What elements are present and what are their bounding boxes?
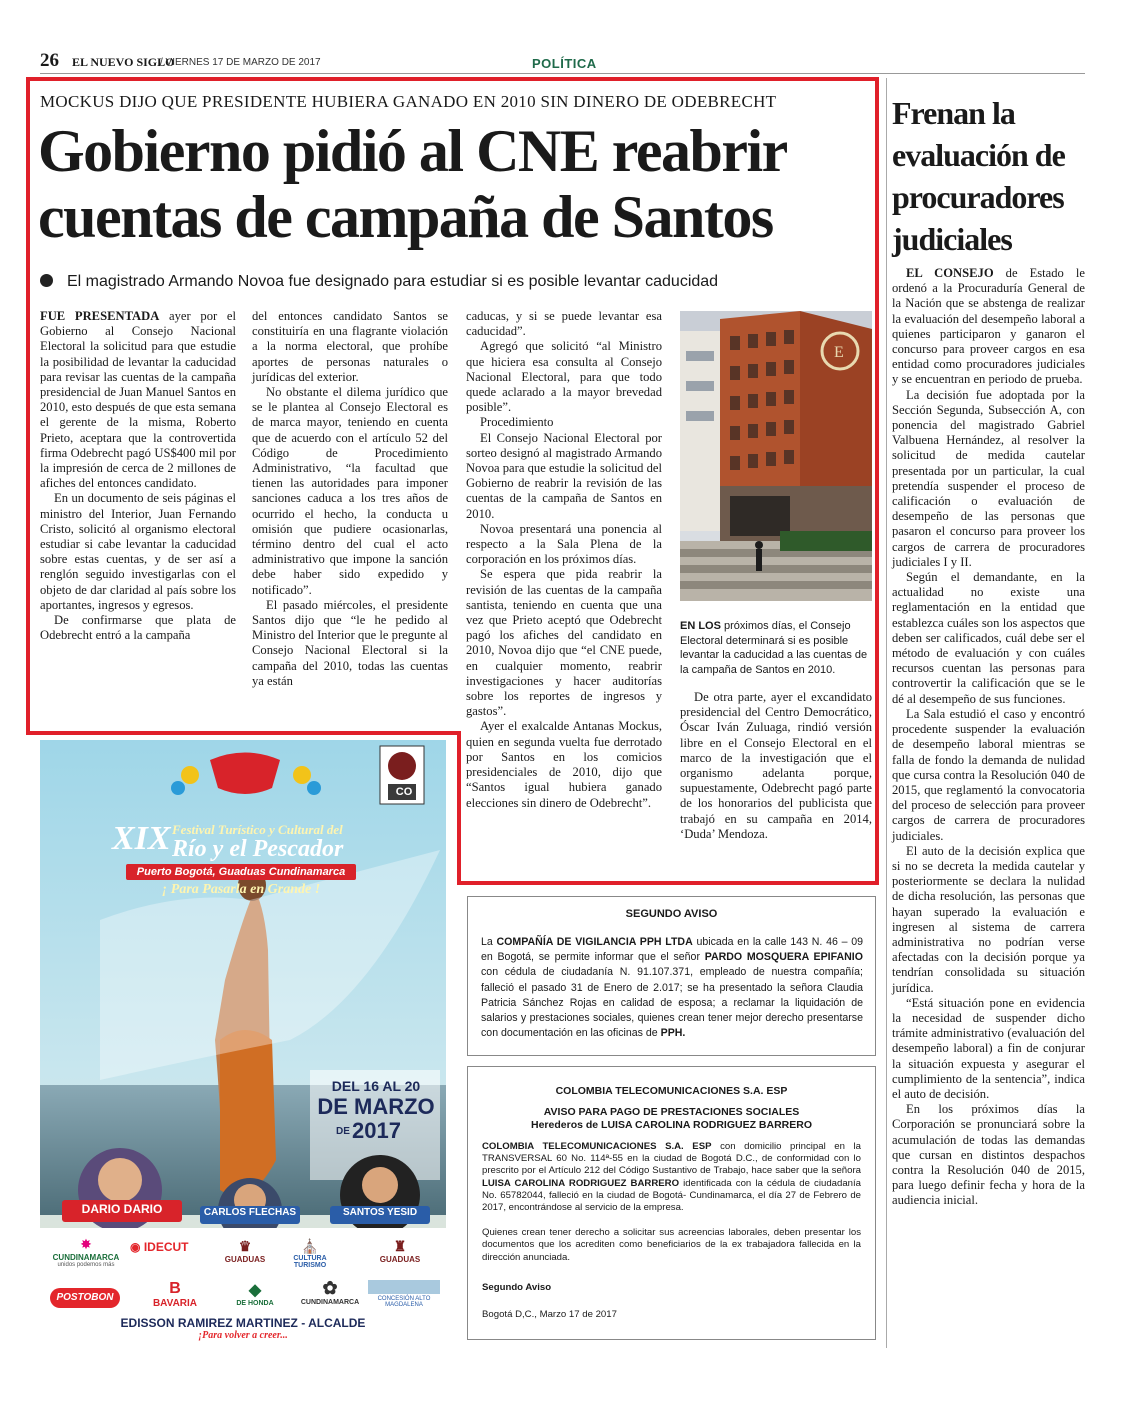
- notice-text: identificada con la cédula de ciudadanía No. 65782044, falleció en la ciudad de Bogotá- Cundinamarca, el día 27 de Febrero de 2017, encontrándose al servicio de la empresa.: [482, 1177, 861, 1214]
- paragraph-text: de Estado le ordenó a la Procuraduría General de la Nación que se abstenga de realizar la evaluación del desempeño laboral a quienes participaron y ganaron el concurso para proveer cargos en esa entidad como procuradores judiciales y se encuentran en periodo de prueba.: [892, 266, 1085, 387]
- honda-logo: [220, 1280, 290, 1307]
- logo-text: BAVARIA: [152, 1298, 198, 1309]
- paragraph: del entonces candidato Santos se constituiría en una flagrante violación a la norma electoral, que prohíbe aportes de personas naturales o jurídicas del exterior.: [252, 309, 448, 384]
- logo-text: CUNDINAMARCA: [300, 1299, 360, 1306]
- lead-caps: EL CONSEJO: [906, 266, 994, 280]
- notice-person: LUISA CAROLINA RODRIGUEZ BARRERO: [482, 1177, 680, 1189]
- header-rule: [40, 73, 1085, 74]
- issue-date: / VIERNES 17 DE MARZO DE 2017: [160, 57, 321, 68]
- notice-label: Segundo Aviso: [482, 1281, 552, 1293]
- frame-top: [26, 77, 878, 81]
- article-column-3: [466, 309, 662, 811]
- side-article-body: [892, 266, 1085, 1209]
- building-image: [680, 311, 872, 601]
- seal-icon: ✿: [322, 1278, 338, 1298]
- notice-body: [482, 1141, 861, 1214]
- landscape-icon: [368, 1280, 440, 1294]
- paragraph: En un documento de seis páginas el ministro del Interior, Juan Fernando Cristo, solicitó al organismo electoral estudiar si cabe levantar la caducidad sobre estas cuentas, y de ser así a renglón seguido investigarlas con el objeto de dar claridad al país sobre los aportantes, ingresos y egresos.: [40, 491, 236, 612]
- subheading: Procedimiento: [480, 415, 554, 430]
- guaduas-logo: [215, 1238, 275, 1264]
- notice-body-2: Quienes crean tener derecho a solicitar sus acreencias laborales, deben presentar los documentos que los acrediten como beneficiarios de la ex trabajadora fallecida en la dirección anunciada.: [482, 1227, 861, 1263]
- paragraph-text: ayer por el Gobierno al Consejo Nacional Electoral la solicitud para que estudie la posibilidad de levantar la caducidad para revisar las cuentas de la campaña presidencial de Juan Manuel Santos en 2010, esto después de que esta semana el gerente de la misma, Roberto Prieto, aceptara que la controvertida firma Odebrecht pagó US$400 mil por la impresión de cerca de 2 millones de afiches del entonces candidato.: [40, 309, 236, 491]
- logo-text: CUNDINAMARCA: [52, 1253, 120, 1262]
- concesion-logo: [368, 1280, 440, 1308]
- badge-label: CO: [395, 786, 413, 798]
- diamond-icon: ◆: [248, 1282, 262, 1299]
- article-kicker: MOCKUS DIJO QUE PRESIDENTE HUBIERA GANADO EN 2010 SIN DINERO DE ODEBRECHT: [40, 92, 777, 111]
- notice-person: PARDO MOSQUERA EPIFANIO: [704, 951, 863, 964]
- logo-text: GUADUAS: [224, 1255, 266, 1264]
- bullet-icon: [40, 274, 53, 287]
- newspaper-name: EL NUEVO SIGLO: [72, 55, 175, 69]
- article-column-4: [680, 690, 872, 842]
- article-lead: [40, 273, 880, 291]
- article-column-1: [40, 309, 236, 643]
- notice-company: COLOMBIA TELECOMUNICACIONES S.A. ESP: [482, 1141, 712, 1152]
- frame-mid: [26, 731, 460, 735]
- paragraph: El pasado miércoles, el presidente Santos dijo que “le he pedido al Ministro del Interior que le pregunte al Consejo Nacional Electoral si la campaña del 2010, todas las cuentas ya están: [252, 597, 448, 688]
- lead-caps: FUE PRESENTADA: [40, 309, 160, 323]
- paragraph: Ayer el exalcalde Antanas Mockus, quien en segunda vuelta fue derrotado por Santos en los comicios presidenciales de 2010, dijo que “Santos igual hubiera ganado elecciones sin dinero de Odebrecht”.: [466, 719, 662, 810]
- artist-name: DARIO DARIO: [81, 1202, 163, 1216]
- caption-text: próximos días, el Consejo Electoral determinará si es posible levantar la caducidad a las cuentas de la campaña de Santos en 2010.: [680, 620, 868, 676]
- postobon-logo: POSTOBON: [50, 1288, 120, 1308]
- paragraph: El Consejo Nacional Electoral por sorteo designó al magistrado Armando Novoa para que estudie la solicitud del Gobierno de reabrir la revisión de las cuentas de la campaña de Santos en 2010.: [466, 430, 662, 521]
- legal-notice-telecom: [467, 1066, 876, 1340]
- cundinamarca-logo: [46, 1236, 126, 1268]
- logo-text: CULTURA TURISMO: [293, 1255, 327, 1269]
- column-rule: [886, 78, 887, 1348]
- festival-roman: XIX: [112, 820, 171, 857]
- article-column-2: [252, 309, 448, 689]
- festival-place: Puerto Bogotá, Guaduas Cundinamarca: [126, 864, 356, 880]
- article-headline: Gobierno pidió al CNE reabrir cuentas de campaña de Santos: [38, 118, 786, 250]
- paragraph: En los próximos días la Corporación se pronunciará sobre la acumulación de todas las demandas que cursan en distintos despachos contra la Resolución 040 de 2015, para luego definir fecha y hora de la audiencia inicial.: [892, 1102, 1085, 1208]
- paragraph: Novoa presentará una ponencia al respecto a la Sala Plena de la corporación en los próximos días.: [466, 521, 662, 567]
- logo-text: GUADUAS: [379, 1255, 421, 1264]
- frame-step: [457, 731, 461, 885]
- notice-title: AVISO PARA PAGO DE PRESTACIONES SOCIALES: [543, 1106, 800, 1118]
- paragraph: [892, 266, 1085, 388]
- bavaria-logo: [140, 1280, 210, 1309]
- svg-text:E: E: [834, 344, 844, 361]
- shield-icon: ♜: [393, 1238, 407, 1254]
- notice-company-title: COLOMBIA TELECOMUNICACIONES S.A. ESP: [555, 1085, 788, 1097]
- building-icon: ⛪: [301, 1238, 319, 1254]
- paragraph: caducas, y si se puede levantar esa caducidad”.: [466, 309, 662, 339]
- notice-text: ubicada en la calle 143 N. 46 – 09 en Bogotá, se permite informar que el señor: [481, 936, 863, 964]
- festival-dates-line2: DE MARZO: [317, 1094, 435, 1119]
- notice-text: con domicilio principal en la TRANSVERSAL 60 No. 114ª-55 en la ciudad de Bogotá D.C., de conformidad con lo prescrito por el Artículo 212 del Código Sustantivo de Trabajo, hace saber que la señora: [482, 1141, 861, 1177]
- paragraph: De otra parte, ayer el excandidato presidencial del Centro Democrático, Óscar Iván Zuluaga, rindió versión libre en el Consejo Electoral en el marco de la investigación que el organismo adelanta porque, supuestamente, Odebrecht pagó parte de los honorarios del publicista que trabajó en su campaña en 2014, ‘Duda’ Mendoza.: [680, 690, 872, 841]
- paragraph: No obstante el dilema jurídico que se le plantea al Consejo Electoral es de marca mayor, teniendo en cuenta que de acuerdo con el artículo 52 del Código de Procedimiento Administrativo, “la facultad que tienen las autoridades para imponer sanciones caduca a los tres años de ocurrido el hecho, la conducta u omisión que pudiere ocasionarlas, término dentro del cual el acto administrativo que impone la sanción debe haber sido expedido y notificado”.: [252, 385, 448, 597]
- cne-building-photo: [680, 311, 872, 601]
- paragraph: De confirmarse que plata de Odebrecht entró a la campaña: [40, 613, 236, 643]
- paragraph: [40, 309, 236, 491]
- logo-text: CONCESIÓN ALTO MAGDALENA: [377, 1296, 431, 1308]
- cultura-turismo-logo: [280, 1238, 340, 1269]
- frame-bottom: [457, 881, 879, 885]
- notice-text: con cédula de ciudadanía N. 91.107.371, empleado de nuestra compañía; falleció el pasado 31 de Enero de 2.017; se ha presentado la señora Claudia Patricia Sánchez Rojas en calidad de esposa; a reclamar la liquidación de salarios y prestaciones sociales, quienes crean tener mejor derecho presentarse con documentación en las oficinas de: [481, 966, 863, 1040]
- side-headline: Frenan la evaluación de procuradores judiciales: [892, 95, 1065, 257]
- festival-advertisement[interactable]: [40, 740, 446, 1345]
- paragraph: Se espera que pida reabrir la revisión de las cuentas de la campaña santista, teniendo en cuenta que una vez que Prieto aceptó que Odebrecht pagó los afiches del candidato en 2010, Novoa dijo que “el CNE puede, en cualquier momento, reabrir investigaciones y hacer auditorías sobre los reportes de ingresos y gastos”.: [466, 567, 662, 719]
- legal-notice-pph: [467, 896, 876, 1056]
- paragraph: Agregó que solicitó “al Ministro que hiciera esa consulta al Consejo Nacional Electoral, para que todo quede aclarado a la mayor brevedad posible”.: [466, 339, 662, 415]
- idecut-logo: [130, 1240, 210, 1254]
- paragraph: La decisión fue adoptada por la Sección Segunda, Subsección A, con ponencia del magistrado Gabriel Valbuena Hernández, al resolver la solicitud de medida cautelar presentada por un particular, la cual pretendía suspender el proceso de calificación o evaluación de desempeño de las personas que pasaron el concurso para proveer los cargos de carrera de procuradores judiciales I y II.: [892, 387, 1085, 569]
- shield-icon: ♛: [238, 1238, 252, 1254]
- artist-name: SANTOS YESID: [342, 1207, 418, 1218]
- logo-text: unidos podemos más: [57, 1262, 115, 1268]
- festival-dates-de: DE: [336, 1126, 350, 1137]
- festival-slogan: ¡ Para Pasarla en Grande !: [161, 882, 321, 897]
- artist-name: CARLOS FLECHAS: [203, 1207, 297, 1218]
- notice-subtitle: Herederos de LUISA CAROLINA RODRIGUEZ BARRERO: [531, 1119, 812, 1131]
- festival-title-line1: Festival Turístico y Cultural del: [172, 822, 343, 837]
- page-number: 26: [40, 50, 59, 71]
- frame-left: [26, 77, 30, 735]
- photo-caption: [680, 619, 872, 677]
- notice-company: PPH.: [660, 1027, 686, 1040]
- logo-text: IDECUT: [143, 1240, 189, 1254]
- cundinamarca-seal-logo: [295, 1278, 365, 1306]
- notice-text: La: [481, 936, 497, 948]
- logo-text: DE HONDA: [236, 1300, 274, 1307]
- lead-text: El magistrado Armando Novoa fue designado para estudiar si es posible levantar caducidad: [67, 273, 719, 290]
- notice-body: [481, 935, 863, 1041]
- mayor-line: EDISSON RAMIREZ MARTINEZ - ALCALDE: [120, 1316, 366, 1330]
- paragraph: El auto de la decisión explica que si no se decreta la medida cautelar y posteriormente se declara la nulidad de dicha resolución, las personas que hayan superado la evaluación e ingresen al sistema de carrera administrativa no podrían verse afectadas con la decisión porque ya tendrían consolidada su situación jurídica.: [892, 843, 1085, 995]
- paragraph: La Sala estudió el caso y encontró procedente suspender la evaluación de desempeño laboral mientras se falla de fondo la demanda de nulidad que cursa contra la Resolución 040 de 2015, que reglamentó la convocatoria del proceso de selección para proveer cargos de carrera de procuradores judiciales.: [892, 706, 1085, 843]
- guaduas-logo-2: [365, 1238, 435, 1264]
- mayor-slogan: ¡Para volver a creer...: [198, 1330, 288, 1341]
- notice-date: Bogotá D,C., Marzo 17 de 2017: [482, 1309, 617, 1321]
- paragraph: “Está situación pone en evidencia la necesidad de suspender dicho trámite administrativo (evaluación del desempeño laboral) a fin de conjurar la situación expuesta y asegurar el cumplimiento de la sentencia”, indica el auto de decisión.: [892, 995, 1085, 1101]
- section-label: POLÍTICA: [532, 56, 597, 71]
- caption-caps: EN LOS: [680, 620, 721, 632]
- festival-title-line2: Río y el Pescador: [172, 836, 344, 862]
- festival-dates-line1: DEL 16 AL 20: [331, 1078, 421, 1094]
- logo-mark-icon: ✸: [80, 1236, 92, 1252]
- festival-year: 2017: [352, 1118, 401, 1143]
- notice-title: SEGUNDO AVISO: [625, 908, 718, 920]
- notice-company: COMPAÑÍA DE VIGILANCIA PPH LTDA: [496, 936, 693, 948]
- spiral-icon: ◉: [130, 1240, 141, 1254]
- b-icon: B: [169, 1280, 181, 1297]
- paragraph: Según el demandante, en la actualidad no existe una reglamentación en la entidad que establezca cuáles son los aspectos que deben ser calificados, cuál debe ser el método de evaluación y con cuáles recursos cuentan las personas para controvertir la calificación que se le dé al desempeño de sus funciones.: [892, 570, 1085, 706]
